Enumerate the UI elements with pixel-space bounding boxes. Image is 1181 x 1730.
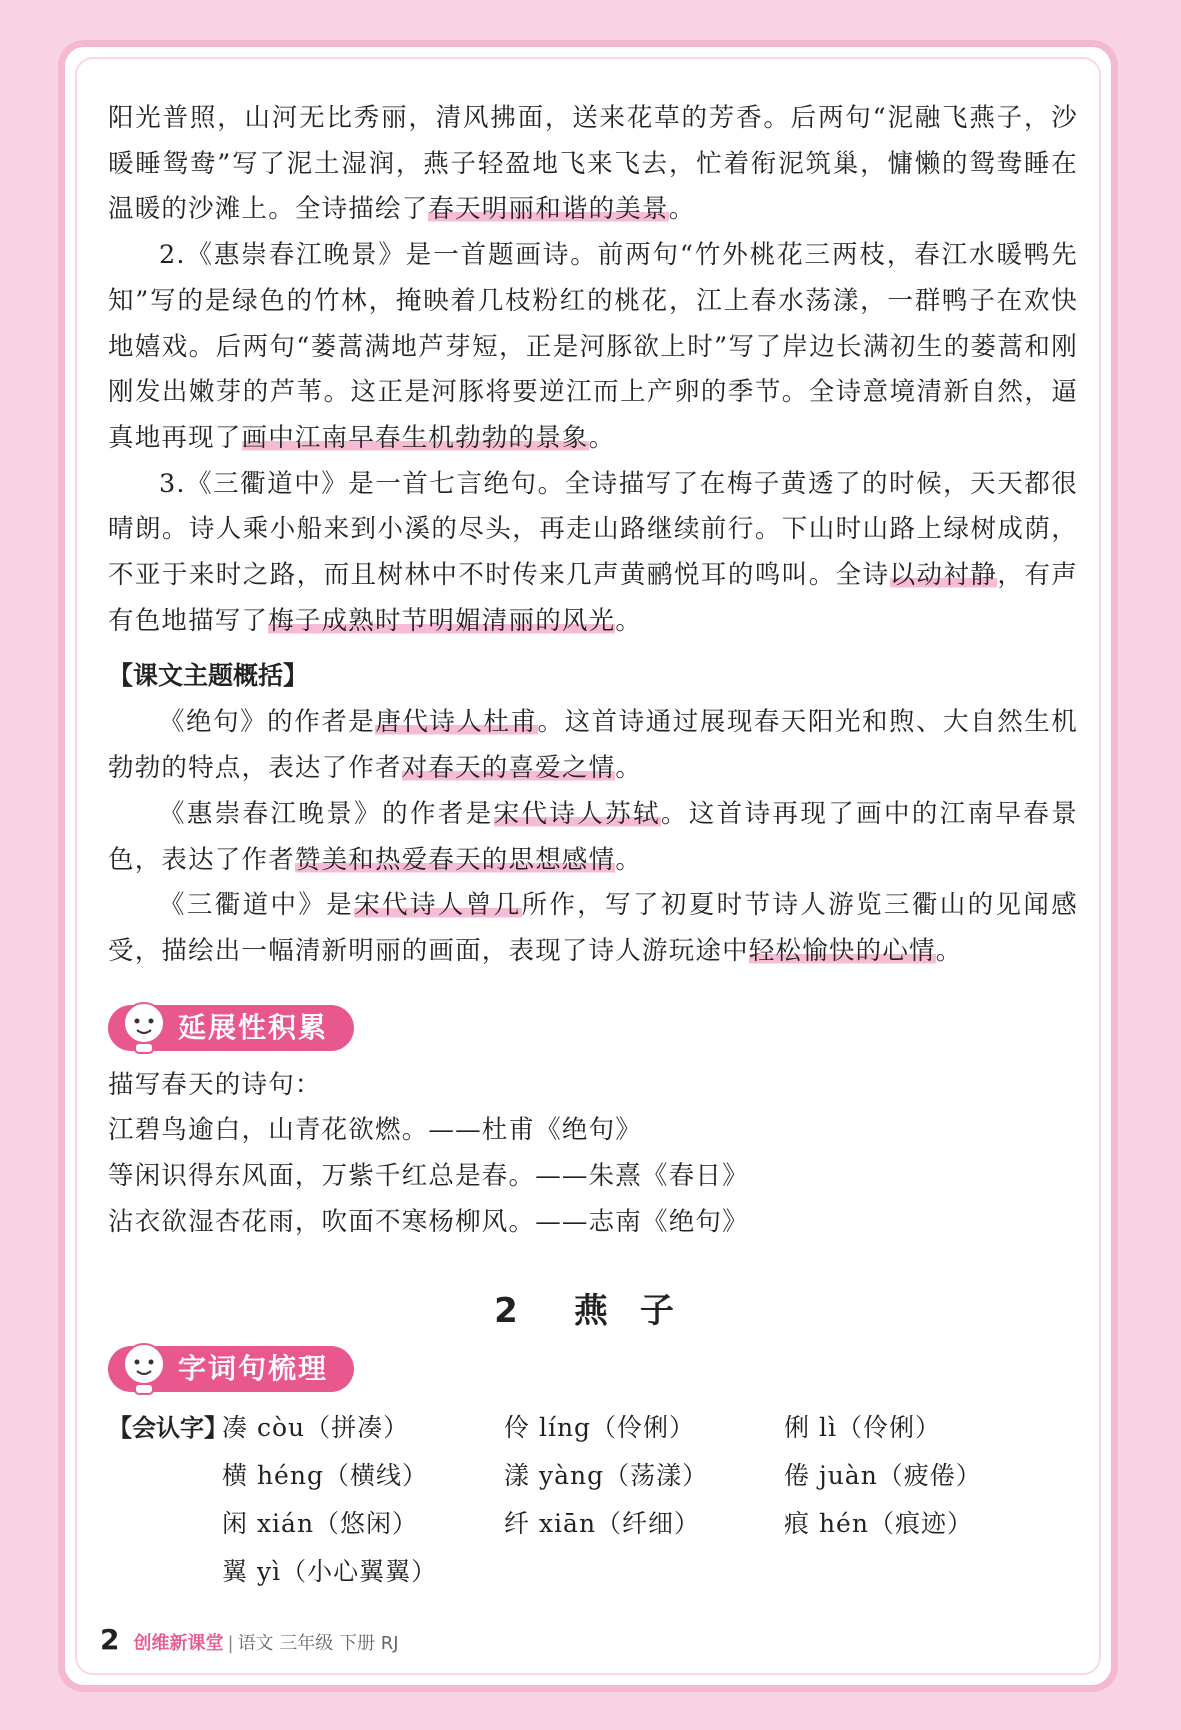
text-run: 2.《惠崇春江晚景》是一首题画诗。前两句“竹外桃花三两枝，春江水暖鸭先知”写的是绿色的竹林，掩映着几枝粉红的桃花，江上春水荡漾，一群鸭子在欢快地嬉戏。后两句“蒌蒿满地芦芽短，正是河豚欲上时”写了岸边长满初生的蒌蒿和刚刚发出嫩芽的芦苇。这正是河豚将要逆江而上产卵的季节。全诗意境清新自然，逼真地再现了 xyxy=(108,240,1078,453)
vocab-item: 凑 còu（拼凑） xyxy=(222,1413,410,1443)
text-run: ，有声有色地描写了 xyxy=(108,560,1078,636)
highlighted-text: 对春天的喜爱之情 xyxy=(401,753,616,784)
vocab-item: 倦 juàn（疲倦） xyxy=(784,1461,982,1491)
mascot-icon xyxy=(118,1340,170,1396)
text-run: 。 xyxy=(615,844,643,875)
text-run: 阳光普照，山河无比秀丽，清风拂面，送来花草的芳香。后两句“泥融飞燕子，沙暖睡鸳鸯”写了泥土湿润，燕子轻盈地飞来飞去，忙着衔泥筑巢，慵懒的鸳鸯睡在温暖的沙滩上。全诗描绘了 xyxy=(108,103,1078,225)
theme-huichong xyxy=(108,792,1078,883)
vocab-item: 漾 yàng（荡漾） xyxy=(504,1461,709,1491)
vocab-item: 闲 xián（悠闲） xyxy=(222,1509,419,1539)
highlighted-text: 以动衬静 xyxy=(889,560,998,591)
text-run: 。 xyxy=(615,753,643,784)
theme-jueju xyxy=(108,700,1078,791)
vocab-item: 俐 lì（伶俐） xyxy=(784,1413,941,1443)
poem-line: 等闲识得东风面，万紫千红总是春。——朱熹《春日》 xyxy=(108,1161,749,1192)
text-run: 3.《三衢道中》是一首七言绝句。全诗描写了在梅子黄透了的时候，天天都很晴朗。诗人乘小船来到小溪的尽头，再走山路继续前行。下山时山路上绿树成荫，不亚于来时之路，而且树林中不时传来几声黄鹂悦耳的鸣叫。全诗 xyxy=(108,468,1078,591)
highlighted-text: 宋代诗人曾几 xyxy=(354,890,522,921)
page-footer xyxy=(100,1620,399,1660)
paragraph-huichong-analysis xyxy=(108,233,1078,462)
text-run: 。这首诗通过展现春天阳光和煦、大自然生机勃勃的特点，表达了作者 xyxy=(108,707,1078,784)
lesson-char: 燕 xyxy=(573,1291,612,1332)
vocab-tag: 【会认字】 xyxy=(108,1414,228,1443)
highlighted-text: 画中江南早春生机勃勃的景象 xyxy=(241,422,589,453)
highlighted-text: 轻松愉快的心情 xyxy=(748,935,936,966)
theme-heading: 【课文主题概括】 xyxy=(108,661,309,691)
lesson-number: 2 xyxy=(494,1291,522,1332)
text-run: 《三衢道中》是 xyxy=(159,890,355,921)
poem-line: 江碧鸟逾白，山青花欲燃。——杜甫《绝句》 xyxy=(108,1115,643,1146)
paragraph-sanqu-analysis xyxy=(108,462,1078,645)
vocab-list xyxy=(108,1404,1078,1594)
vocab-item: 伶 líng（伶俐） xyxy=(504,1413,696,1443)
text-run: 。 xyxy=(935,935,963,966)
highlighted-text: 赞美和热爱春天的思想感情 xyxy=(294,844,616,875)
text-run: 。这首诗再现了画中的江南早春景色，表达了作者 xyxy=(108,798,1078,875)
accumulation-intro: 描写春天的诗句： xyxy=(108,1069,322,1100)
page-content xyxy=(108,96,1078,1594)
vocab-item: 横 héng（横线） xyxy=(222,1461,428,1491)
highlighted-text: 春天明丽和谐的美景 xyxy=(428,194,669,225)
mascot-icon xyxy=(118,999,170,1055)
banner-label: 延展性积累 xyxy=(178,1010,329,1044)
banner-label: 字词句梳理 xyxy=(178,1352,329,1386)
poem-line: 沾衣欲湿杏花雨，吹面不寒杨柳风。——志南《绝句》 xyxy=(108,1206,749,1237)
section-banner-accumulation xyxy=(108,999,1078,1055)
vocab-item: 纤 xiān（纤细） xyxy=(504,1509,701,1539)
text-run: 。 xyxy=(668,194,696,225)
section-banner-vocabulary xyxy=(108,1340,1078,1396)
theme-sanqu xyxy=(108,883,1078,974)
lesson-char: 子 xyxy=(639,1291,678,1332)
text-run: 。 xyxy=(588,422,616,453)
vocab-item: 翼 yì（小心翼翼） xyxy=(222,1557,438,1587)
lesson-title xyxy=(108,1283,1078,1332)
text-run: 《绝句》的作者是 xyxy=(159,707,376,738)
book-meta: 语文 三年级 下册 RJ xyxy=(237,1633,399,1654)
page-number: 2 xyxy=(100,1623,120,1656)
text-run: 。 xyxy=(615,605,643,636)
text-run: 《惠崇春江晚景》的作者是 xyxy=(159,798,494,829)
brand-name: 创维新课堂 xyxy=(133,1633,224,1654)
highlighted-text: 唐代诗人杜甫 xyxy=(375,707,538,738)
text-run: 所作，写了初夏时节诗人游览三衢山的见闻感受，描绘出一幅清新明丽的画面，表现了诗人游玩途中 xyxy=(108,890,1078,966)
vocab-item: 痕 hén（痕迹） xyxy=(784,1509,973,1539)
highlighted-text: 梅子成熟时节明媚清丽的风光 xyxy=(268,605,616,636)
highlighted-text: 宋代诗人苏轼 xyxy=(493,798,661,829)
footer-separator: | xyxy=(227,1633,234,1654)
paragraph-jueju-analysis xyxy=(108,96,1078,233)
